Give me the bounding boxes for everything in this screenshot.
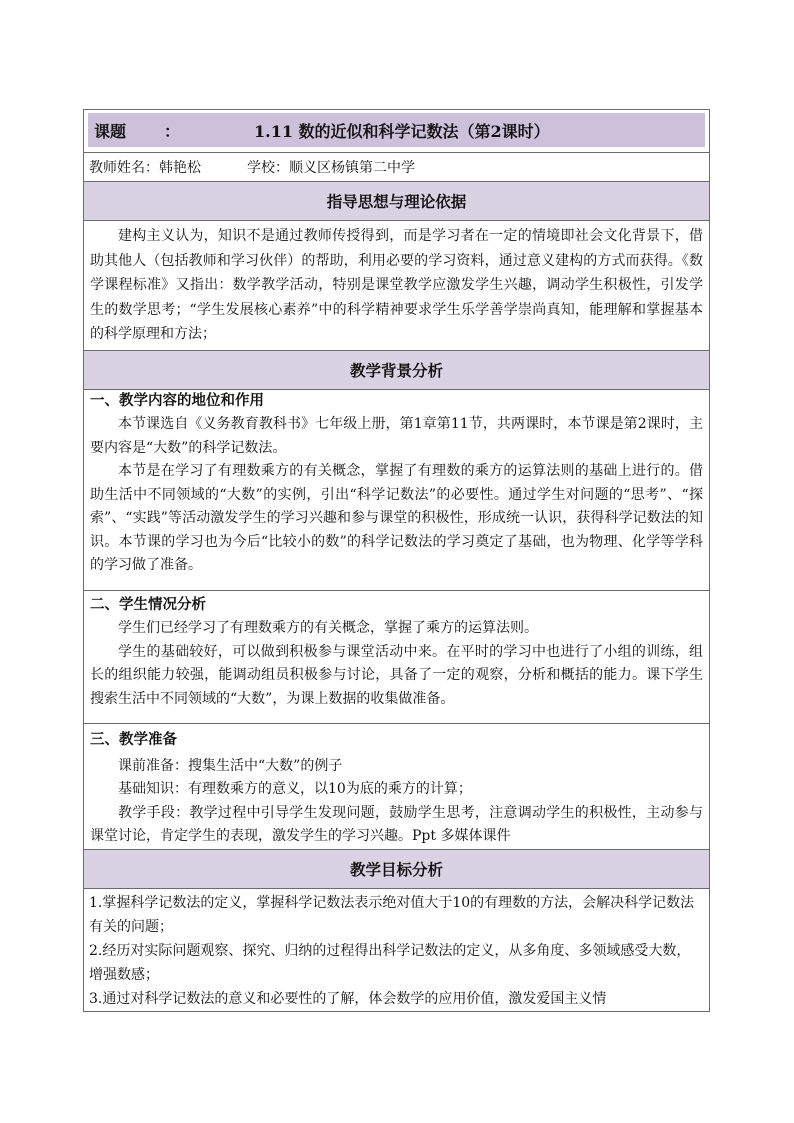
teaching-prep-row — [84, 724, 710, 850]
paragraph: 本节课选自《义务教育教科书》七年级上册，第1章第11节，共两课时，本节课是第2课时，主要内容是“大数”的科学记数法。 — [90, 416, 703, 456]
title-colon: ： — [164, 121, 181, 141]
lesson-plan-table — [83, 109, 710, 1012]
paragraph: 学生们已经学习了有理数乘方的有关概念，掌握了乘方的运算法则。 — [118, 620, 538, 636]
goal-item: 3.通过对科学记数法的意义和必要性的了解，体会数学的应用价值，激发爱国主义情 — [89, 990, 607, 1007]
lesson-plan-document — [83, 109, 710, 1012]
paragraph: 本节是在学习了有理数乘方的有关概念，掌握了有理数的乘方的运算法则的基础上进行的。借助生活中不同领域的“大数”的实例，引出“科学记数法”的必要性。通过学生对问题的“思考”、“探索”、“实践”等活动激发学生的学习兴趣和参与课堂的积极性，形成统一认识，获得科学记数法的知识。本节课的学习也为今后“比较小的数”的科学记数法的学习奠定了基础，也为物理、化学等学科的学习做了准备。 — [90, 463, 703, 573]
paragraph: 学生的基础较好，可以做到积极参与课堂活动中来。在平时的学习中也进行了小组的训练，组长的组织能力较强，能调动组员积极参与讨论，具备了一定的观察，分析和概括的能力。课下学生搜索生活中不同领域的“大数”，为课上数据的收集做准备。 — [90, 643, 703, 707]
info-row — [84, 153, 710, 182]
section-heading-background: 教学背景分析 — [349, 361, 443, 380]
lesson-title: 1.11 数的近似和科学记数法（第2课时） — [254, 121, 550, 141]
title-bar — [88, 113, 705, 147]
section-heading-row — [84, 849, 710, 888]
title-label: 课题 — [94, 121, 127, 141]
student-analysis-row — [84, 590, 710, 724]
content-position-row — [84, 389, 710, 590]
section-heading-row — [84, 182, 710, 221]
paragraph: 课前准备：搜集生活中“大数”的例子 — [118, 757, 343, 774]
guiding-paragraph: 建构主义认为，知识不是通过教师传授得到，而是学习者在一定的情境即社会文化背景下，借助其他人（包括教师和学习伙伴）的帮助，利用必要的学习资料，通过意义建构的方式而获得。《数学课程标准》又指出：数学教学活动，特别是课堂教学应激发学生兴趣，调动学生积极性，引发学生的数学思考；“学生发展核心素养”中的科学精神要求学生乐学善学崇尚真知，能理解和掌握基本的科学原理和方法； — [90, 228, 703, 342]
paragraph: 教学手段：教学过程中引导学生发现问题，鼓励学生思考，注意调动学生的积极性，主动参与课堂讨论，肯定学生的表现，激发学生的学习兴趣。Ppt 多媒体课件 — [90, 804, 703, 844]
subsection-title: 一、教学内容的地位和作用 — [90, 392, 264, 409]
section-heading-row — [84, 350, 710, 389]
teacher-name: 教师姓名：韩艳松 — [89, 160, 201, 176]
goal-item: 1.掌握科学记数法的定义，掌握科学记数法表示绝对值大于10的有理数的方法，会解决科学记数法有关的问题； — [89, 894, 695, 935]
section-heading-goals: 教学目标分析 — [349, 860, 443, 879]
paragraph: 基础知识：有理数乘方的意义，以10为底的乘方的计算； — [118, 781, 472, 797]
subsection-title: 三、教学准备 — [90, 732, 177, 748]
school-name: 学校：顺义区杨镇第二中学 — [247, 160, 415, 176]
guiding-body-row — [84, 221, 710, 351]
section-heading-guiding: 指导思想与理论依据 — [326, 193, 467, 211]
title-row — [84, 110, 710, 153]
goals-row — [84, 888, 710, 1011]
subsection-title: 二、学生情况分析 — [90, 596, 206, 613]
goal-item: 2.经历对实际问题观察、探究、归纳的过程得出科学记数法的定义，从多角度、多领域感受大数，增强数感； — [89, 942, 691, 983]
